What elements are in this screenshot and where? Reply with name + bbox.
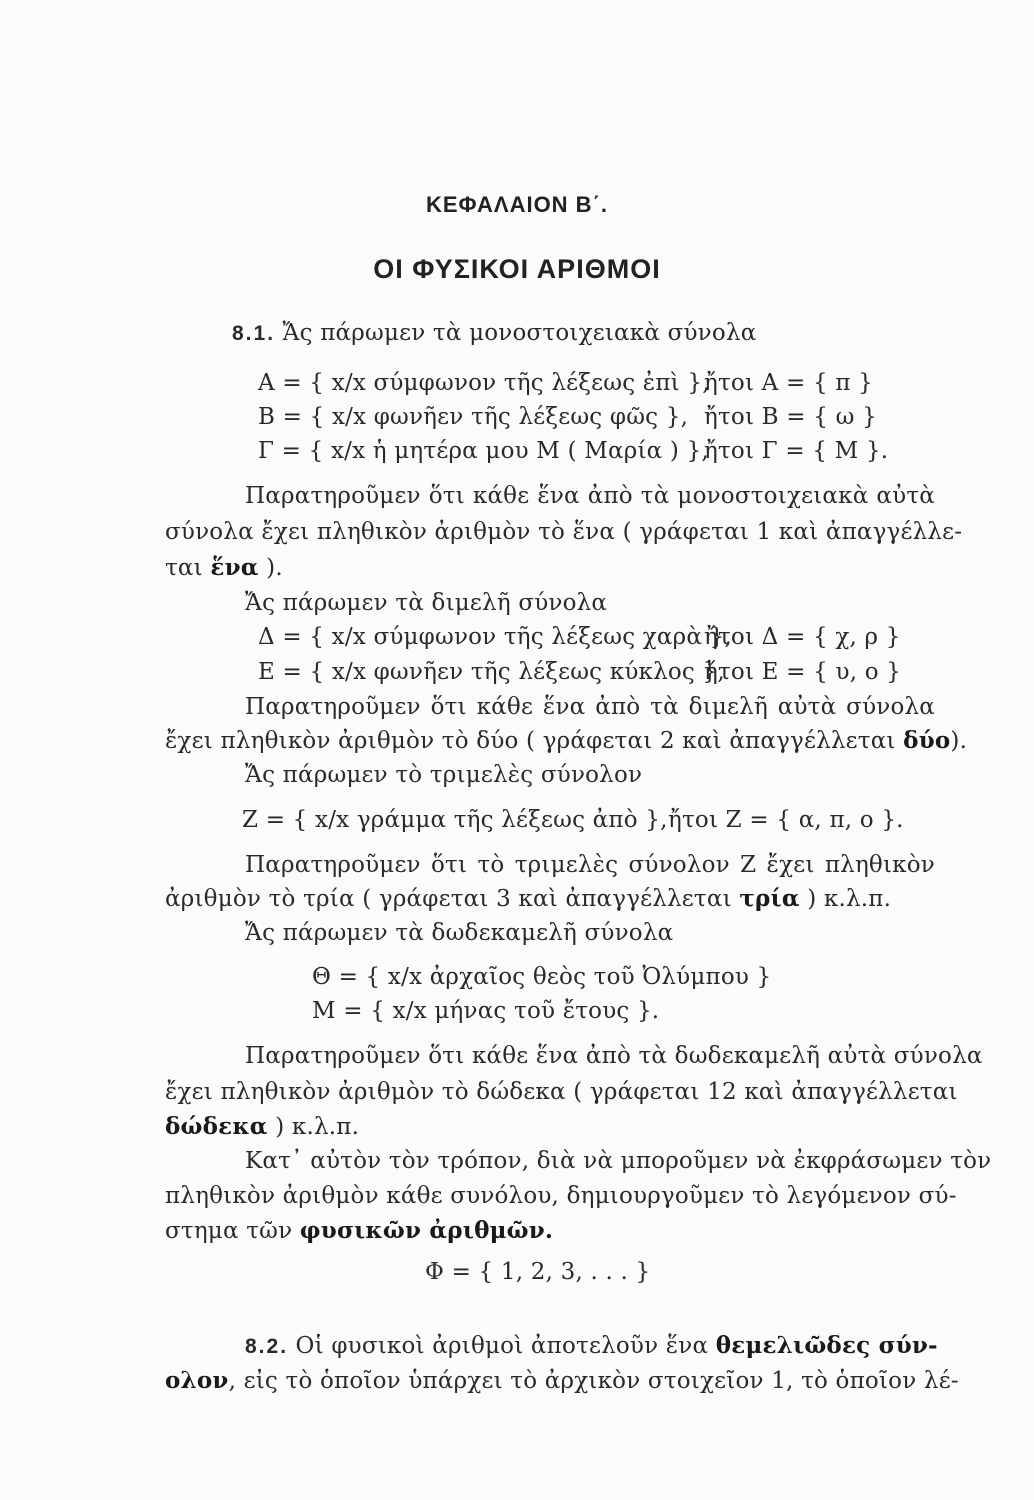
text-run: ἀριθμὸν τὸ τρία ( γράφεται 3 καὶ ἀπαγγέλλεται	[165, 886, 740, 912]
text-run: , εἰς τὸ ὁποῖον ὑπάρχει τὸ ἀρχικὸν στοιχεῖον 1, τὸ ὁποῖον λέ-	[228, 1368, 959, 1394]
set-b-result: ἤτοι Β = { ω }	[704, 404, 877, 430]
bold-word-olon: ολον	[165, 1367, 229, 1394]
intro-3: Ἄς πάρωμεν τὸ τριμελὲς σύνολον	[245, 762, 643, 788]
text-run: στημα τῶν	[165, 1218, 300, 1244]
set-a-definition: Α = { x/x σύμφωνον τῆς λέξεως ἐπὶ },	[258, 370, 710, 396]
conclusion-line-1: Κατ᾽ αὐτὸν τὸν τρόπον, διὰ νὰ μποροῦμεν νὰ ἐκφράσωμεν τὸν	[245, 1148, 992, 1174]
bold-word-ena: ἕνα	[210, 554, 259, 581]
set-e-result: ἤτοι Ε = { υ, ο }	[704, 659, 902, 685]
text-run: ἔχει πληθικὸν ἀριθμὸν τὸ δύο ( γράφεται 2 καὶ ἀπαγγέλλεται	[165, 728, 904, 754]
text-run: ) κ.λ.π.	[799, 886, 892, 912]
section-8-2-line-1	[245, 1331, 938, 1362]
conclusion-line-3	[165, 1216, 553, 1246]
bold-word-tria: τρία	[739, 885, 800, 912]
bold-phrase-natural-numbers: φυσικῶν ἀριθμῶν.	[299, 1217, 554, 1244]
section-8-1-intro	[232, 318, 756, 349]
text-run: ).	[950, 728, 968, 754]
set-a-result: ἤτοι Α = { π }	[704, 370, 873, 396]
text-run: ται	[165, 555, 211, 581]
set-e-definition: Ε = { x/x φωνῆεν τῆς λέξεως κύκλος },	[258, 659, 725, 685]
observation-1-line-3	[165, 553, 283, 583]
set-z-definition: Ζ = { x/x γράμμα τῆς λέξεως ἀπὸ },	[242, 807, 668, 833]
set-delta-result: ἤτοι Δ = { χ, ρ }	[704, 624, 901, 650]
intro-2: Ἄς πάρωμεν τὰ διμελῆ σύνολα	[245, 590, 608, 616]
observation-3-line-1: Παρατηροῦμεν ὅτι τὸ τριμελὲς σύνολον Ζ ἔχει πληθικὸν	[245, 852, 935, 878]
set-z-result: ἤτοι Ζ = { α, π, ο }.	[668, 807, 904, 833]
set-gamma-result: ἤτοι Γ = { Μ }.	[704, 438, 889, 464]
observation-4-line-2: ἔχει πληθικὸν ἀριθμὸν τὸ δώδεκα ( γράφεται 12 καὶ ἀπαγγέλλεται	[165, 1079, 958, 1105]
section-number: 8.2.	[245, 1335, 289, 1358]
text-run: ).	[258, 555, 283, 581]
bold-word-dyo: δύο	[903, 727, 951, 754]
observation-3-line-2	[165, 884, 891, 914]
text-run: ) κ.λ.π.	[267, 1114, 360, 1140]
set-b-definition: Β = { x/x φωνῆεν τῆς λέξεως φῶς },	[258, 404, 689, 430]
intro-4: Ἄς πάρωμεν τὰ δωδεκαμελῆ σύνολα	[245, 920, 674, 946]
bold-phrase-fundamental-set: θεμελιῶδες σύν-	[715, 1332, 938, 1359]
set-delta-definition: Δ = { x/x σύμφωνον τῆς λέξεως χαρὰ },	[258, 624, 732, 650]
set-theta-definition: Θ = { x/x ἀρχαῖος θεὸς τοῦ Ὀλύμπου }	[312, 964, 772, 990]
chapter-title: ΟΙ ΦΥΣΙΚΟΙ ΑΡΙΘΜΟΙ	[373, 254, 661, 284]
observation-2-line-1: Παρατηροῦμεν ὅτι κάθε ἕνα ἀπὸ τὰ διμελῆ αὐτὰ σύνολα	[245, 694, 935, 720]
text-run: Οἱ φυσικοὶ ἀριθμοὶ ἀποτελοῦν ἕνα	[295, 1333, 716, 1359]
conclusion-line-2: πληθικὸν ἀριθμὸν κάθε συνόλου, δημιουργοῦμεν τὸ λεγόμενον σύ-	[165, 1183, 957, 1209]
observation-4-line-1: Παρατηροῦμεν ὅτι κάθε ἕνα ἀπὸ τὰ δωδεκαμελῆ αὐτὰ σύνολα	[245, 1043, 983, 1069]
intro-text: Ἄς πάρωμεν τὰ μονοστοιχειακὰ σύνολα	[282, 320, 757, 346]
chapter-label: ΚΕΦΑΛΑΙΟΝ Β΄.	[425, 192, 609, 217]
observation-1-line-1: Παρατηροῦμεν ὅτι κάθε ἕνα ἀπὸ τὰ μονοστοιχειακὰ αὐτὰ	[245, 483, 935, 509]
set-gamma-definition: Γ = { x/x ἡ μητέρα μου Μ ( Μαρία ) },	[258, 438, 709, 464]
observation-2-line-2	[165, 726, 967, 756]
observation-4-line-3	[165, 1112, 359, 1142]
section-number: 8.1.	[232, 322, 276, 345]
observation-1-line-2: σύνολα ἔχει πληθικὸν ἀριθμὸν τὸ ἕνα ( γράφεται 1 καὶ ἀπαγγέλλε-	[165, 519, 963, 545]
section-8-2-line-2	[165, 1366, 959, 1396]
set-m-definition: Μ = { x/x μήνας τοῦ ἔτους }.	[312, 998, 660, 1024]
bold-word-dodeka: δώδεκα	[165, 1113, 268, 1140]
set-phi-definition: Φ = { 1, 2, 3, . . . }	[425, 1259, 651, 1285]
